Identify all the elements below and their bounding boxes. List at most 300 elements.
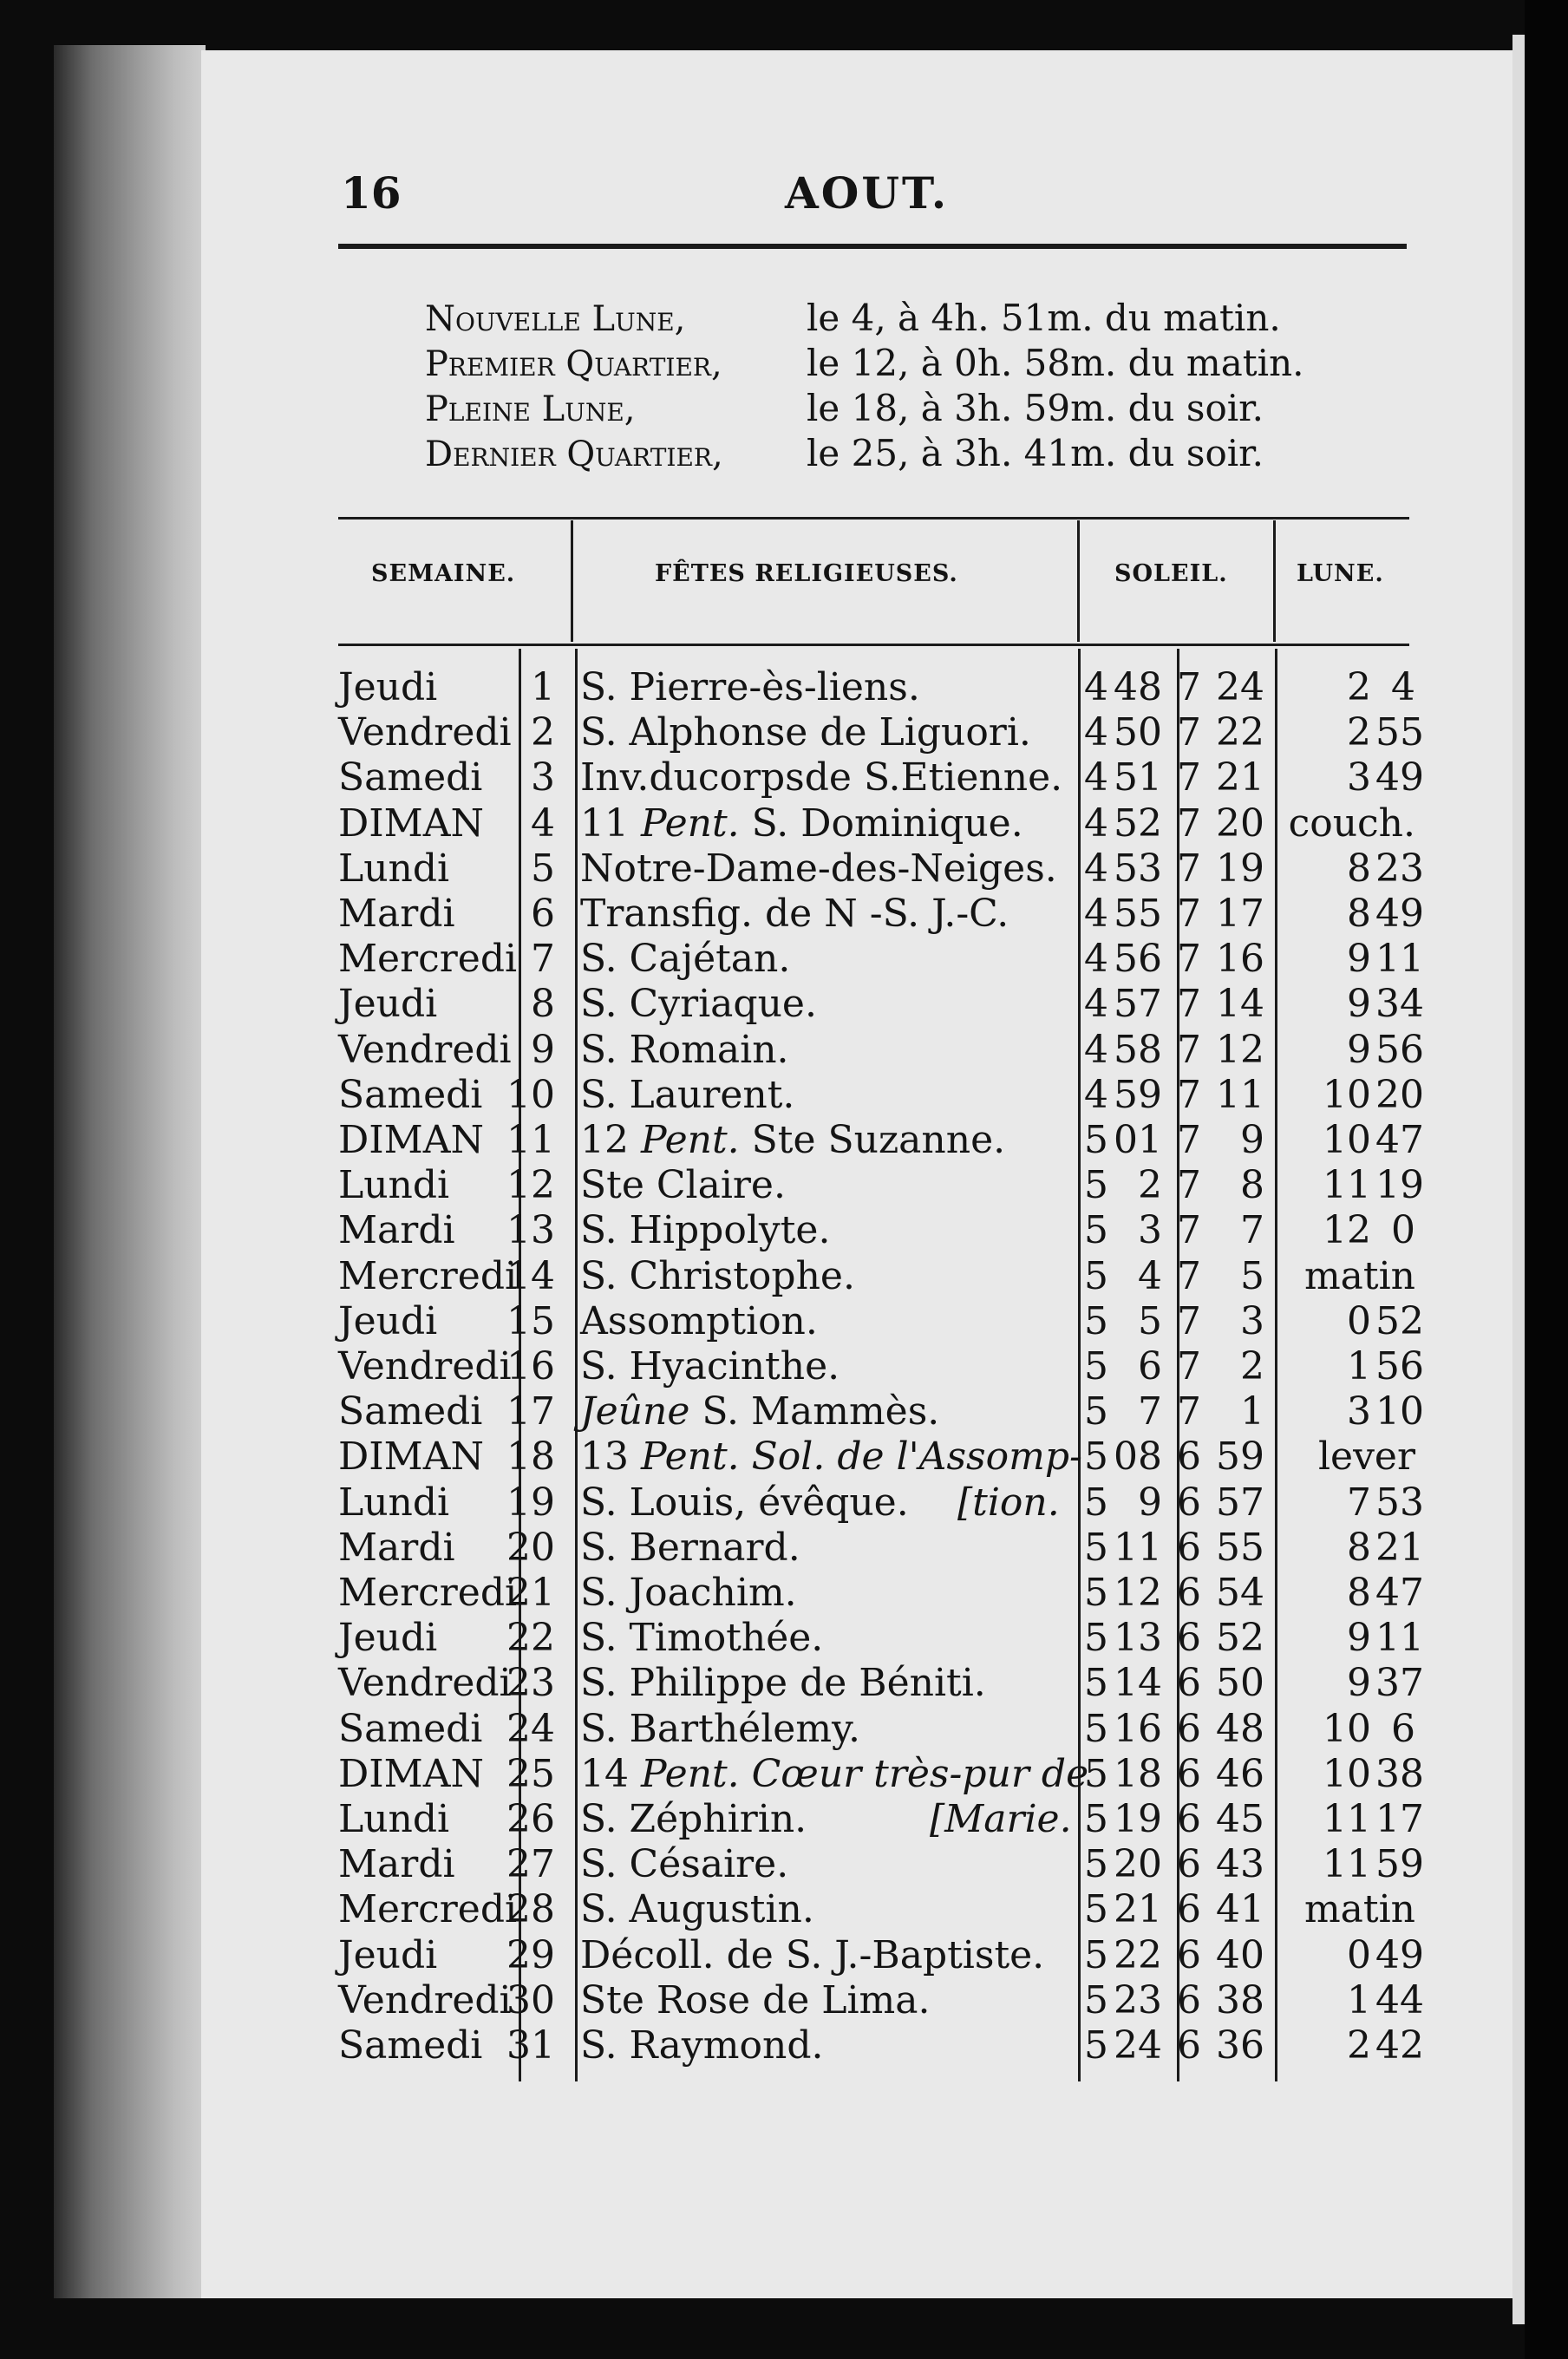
sunrise-minute: 18	[1114, 1752, 1162, 1796]
weekday: Vendredi	[338, 710, 512, 755]
sunrise-hour: 5	[1084, 2023, 1108, 2068]
sunrise-hour: 5	[1084, 1344, 1108, 1389]
moon-minute: 20	[1375, 1073, 1424, 1117]
sunrise-hour: 4	[1084, 982, 1108, 1026]
feast-continuation: [Marie.	[930, 1797, 1072, 1841]
moon-event: matin	[1303, 1254, 1415, 1298]
moon-hour: 12	[1323, 1208, 1371, 1252]
weekday: Mercredi	[338, 1571, 518, 1615]
sunrise-hour: 4	[1084, 710, 1108, 755]
sunset-hour: 6	[1177, 1571, 1201, 1615]
moon-hour: 8	[1347, 892, 1371, 936]
sunrise-hour: 5	[1084, 1707, 1108, 1751]
feast-name	[580, 1616, 823, 1661]
sunset-hour: 6	[1177, 2023, 1201, 2068]
sunset-hour: 7	[1177, 1073, 1201, 1117]
moon-minute: 38	[1375, 1752, 1424, 1796]
weekday: Vendredi	[338, 1344, 512, 1389]
sunset-hour: 6	[1177, 1661, 1201, 1705]
sunrise-minute: 6	[1138, 1344, 1162, 1389]
calendar-row	[338, 801, 1414, 846]
day-number: 11	[506, 1118, 555, 1162]
moon-phase-row	[425, 432, 1264, 474]
sunrise-hour: 5	[1084, 1163, 1108, 1207]
weekday: Jeudi	[338, 665, 438, 709]
table-header-rule	[338, 644, 1409, 646]
weekday: Jeudi	[338, 1616, 438, 1660]
sunset-hour: 7	[1177, 1118, 1201, 1162]
sunset-hour: 6	[1177, 1978, 1201, 2022]
sunrise-minute: 5	[1138, 1299, 1162, 1343]
moon-hour: 11	[1323, 1797, 1371, 1841]
sunset-minute: 57	[1216, 1480, 1264, 1525]
sunset-hour: 7	[1177, 710, 1201, 755]
feast-text: Ste Suzanne.	[739, 1118, 1006, 1162]
feast-name	[580, 1073, 794, 1118]
feast-text: Notre-Dame-des-Neiges.	[580, 846, 1057, 891]
day-number: 19	[506, 1480, 555, 1525]
page-edge	[54, 45, 206, 2298]
weekday: DIMAN	[338, 801, 484, 846]
sunrise-minute: 48	[1114, 665, 1162, 709]
moon-phase-row	[425, 387, 1264, 429]
moon-minute: 52	[1375, 1299, 1424, 1343]
sunrise-minute: 4	[1138, 1254, 1162, 1298]
sunset-hour: 6	[1177, 1434, 1201, 1479]
day-number: 17	[506, 1389, 555, 1434]
moon-minute: 49	[1375, 892, 1424, 936]
weekday: Lundi	[338, 846, 450, 891]
feast-text: S. Cyriaque.	[580, 982, 817, 1026]
feast-name	[580, 1028, 789, 1073]
feast-text: S. Timothée.	[580, 1616, 824, 1660]
moon-minute: 56	[1375, 1344, 1424, 1389]
calendar-row	[338, 1028, 1424, 1073]
feast-italic: Pent.	[640, 1118, 740, 1162]
sunset-hour: 7	[1177, 801, 1201, 846]
sunset-hour: 7	[1177, 1254, 1201, 1298]
calendar-row	[338, 1073, 1424, 1118]
sunrise-minute: 01	[1114, 1118, 1162, 1162]
sunset-hour: 7	[1177, 665, 1201, 709]
feast-name	[580, 1933, 1044, 1978]
day-number: 25	[506, 1752, 555, 1796]
moon-phase-name: Nouvelle Lune,	[425, 299, 686, 339]
sunset-minute: 21	[1216, 755, 1264, 800]
calendar-row	[338, 1797, 1424, 1842]
moon-phase-name: Pleine Lune,	[425, 389, 636, 429]
weekday: DIMAN	[338, 1434, 484, 1479]
day-number: 29	[506, 1933, 555, 1977]
sunset-minute: 59	[1216, 1434, 1264, 1479]
feast-text: S. Zéphirin.	[580, 1797, 807, 1841]
feast-name	[580, 892, 1009, 937]
feast-text: S. Augustin.	[580, 1887, 814, 1931]
sunset-minute: 50	[1216, 1661, 1264, 1705]
day-number: 26	[506, 1797, 555, 1841]
column-header-semaine: SEMAINE.	[371, 560, 516, 587]
calendar-row	[338, 1707, 1414, 1752]
calendar-row	[338, 846, 1424, 892]
feast-italic: Pent. Sol. de l'Assomp-	[640, 1434, 1082, 1479]
moon-phase-time: le 25, à 3h. 41m. du soir.	[807, 432, 1264, 474]
calendar-row	[338, 1254, 1414, 1299]
moon-hour: 2	[1347, 2023, 1371, 2068]
day-number: 10	[506, 1073, 555, 1117]
weekday: Mercredi	[338, 937, 518, 981]
sunset-minute: 17	[1216, 892, 1264, 936]
moon-hour: 9	[1347, 937, 1371, 981]
sunset-minute: 41	[1216, 1887, 1264, 1931]
weekday: Mardi	[338, 1208, 455, 1252]
sunset-minute: 22	[1216, 710, 1264, 755]
feast-text: S. Hyacinthe.	[580, 1344, 840, 1389]
moon-minute: 21	[1375, 1526, 1424, 1570]
moon-phase-row	[425, 342, 1303, 384]
sunrise-hour: 5	[1084, 1299, 1108, 1343]
day-number: 8	[531, 982, 555, 1026]
sunrise-hour: 4	[1084, 937, 1108, 981]
feast-name	[580, 1661, 986, 1706]
sunrise-minute: 12	[1114, 1571, 1162, 1615]
column-header-fetes: FÊTES RELIGIEUSES.	[655, 560, 958, 587]
day-number: 12	[506, 1163, 555, 1207]
sunrise-hour: 5	[1084, 1571, 1108, 1615]
moon-hour: 1	[1347, 1978, 1371, 2022]
calendar-row	[338, 665, 1414, 710]
weekday: Jeudi	[338, 1299, 438, 1343]
moon-minute: 10	[1375, 1389, 1424, 1434]
sunset-minute: 12	[1216, 1028, 1264, 1072]
table-top-rule	[338, 517, 1409, 520]
weekday: Samedi	[338, 2023, 483, 2068]
weekday: Lundi	[338, 1163, 450, 1207]
sunrise-hour: 5	[1084, 1842, 1108, 1886]
moon-minute: 34	[1375, 982, 1424, 1026]
feast-text: S. Pierre-ès-liens.	[580, 665, 920, 709]
feast-text: Ste Claire.	[580, 1163, 786, 1207]
pentecost-count: 11	[580, 801, 641, 846]
feast-name	[580, 1571, 797, 1616]
page-title: AOUT.	[785, 167, 950, 219]
weekday: DIMAN	[338, 1118, 484, 1162]
sunrise-hour: 5	[1084, 1254, 1108, 1298]
moon-minute: 53	[1375, 1480, 1424, 1525]
weekday: Mercredi	[338, 1254, 518, 1298]
feast-text: S. Alphonse de Liguori.	[580, 710, 1031, 755]
moon-hour: 11	[1323, 1842, 1371, 1886]
moon-hour: 8	[1347, 1526, 1371, 1570]
sunset-minute: 20	[1216, 801, 1264, 846]
sunset-minute: 19	[1216, 846, 1264, 891]
day-number: 14	[506, 1254, 555, 1298]
day-number: 7	[531, 937, 555, 981]
sunrise-minute: 7	[1138, 1389, 1162, 1434]
calendar-row	[338, 1163, 1424, 1208]
sunset-hour: 7	[1177, 1299, 1201, 1343]
feast-text: S. Laurent.	[580, 1073, 795, 1117]
sunset-hour: 6	[1177, 1887, 1201, 1931]
moon-minute: 37	[1375, 1661, 1424, 1705]
sunset-minute: 8	[1240, 1163, 1264, 1207]
sunset-hour: 7	[1177, 892, 1201, 936]
day-number: 23	[506, 1661, 555, 1705]
column-divider	[571, 520, 573, 642]
day-number: 5	[531, 846, 555, 891]
sunset-hour: 7	[1177, 982, 1201, 1026]
sunset-minute: 16	[1216, 937, 1264, 981]
header-rule	[338, 244, 1407, 249]
sunrise-hour: 5	[1084, 1118, 1108, 1162]
weekday: Mardi	[338, 1526, 455, 1570]
calendar-row	[338, 1933, 1424, 1978]
feast-text: S. Romain.	[580, 1028, 789, 1072]
feast-name	[580, 1752, 1088, 1797]
sunrise-hour: 5	[1084, 1616, 1108, 1660]
sunset-minute: 40	[1216, 1933, 1264, 1977]
feast-name	[580, 937, 790, 982]
sunset-hour: 7	[1177, 1163, 1201, 1207]
moon-phase-name: Premier Quartier,	[425, 344, 722, 384]
sunrise-hour: 5	[1084, 1797, 1108, 1841]
moon-minute: 17	[1375, 1797, 1424, 1841]
column-header-lune: LUNE.	[1297, 560, 1384, 587]
sunset-minute: 54	[1216, 1571, 1264, 1615]
sunrise-minute: 14	[1114, 1661, 1162, 1705]
sunset-minute: 55	[1216, 1526, 1264, 1570]
sunrise-hour: 5	[1084, 1480, 1108, 1525]
sunrise-hour: 5	[1084, 1933, 1108, 1977]
sunset-hour: 7	[1177, 755, 1201, 800]
pentecost-count: 14	[580, 1752, 641, 1796]
feast-text: S. Césaire.	[580, 1842, 789, 1886]
sunset-hour: 6	[1177, 1480, 1201, 1525]
calendar-row	[338, 1661, 1424, 1706]
calendar-row	[338, 982, 1424, 1027]
sunset-hour: 6	[1177, 1616, 1201, 1660]
feast-name	[580, 755, 1062, 800]
day-number: 15	[506, 1299, 555, 1343]
calendar-row	[338, 1208, 1414, 1253]
feast-italic: Jeûne	[580, 1389, 690, 1434]
scan-background	[1525, 0, 1568, 2359]
sunset-minute: 38	[1216, 1978, 1264, 2022]
moon-hour: 9	[1347, 1028, 1371, 1072]
day-number: 20	[506, 1526, 555, 1570]
calendar-row	[338, 2023, 1424, 2068]
feast-name	[580, 1344, 840, 1389]
sunrise-minute: 16	[1114, 1707, 1162, 1751]
feast-name	[580, 1299, 818, 1344]
sunrise-hour: 5	[1084, 1661, 1108, 1705]
sunrise-minute: 24	[1114, 2023, 1162, 2068]
calendar-row	[338, 1842, 1424, 1887]
facing-page-edge	[1512, 35, 1525, 2324]
moon-phase-time: le 18, à 3h. 59m. du soir.	[807, 387, 1264, 429]
sunset-hour: 7	[1177, 937, 1201, 981]
day-number: 18	[506, 1434, 555, 1479]
weekday: Mardi	[338, 1842, 455, 1886]
column-divider	[1273, 520, 1276, 642]
day-number: 24	[506, 1707, 555, 1751]
day-number: 3	[531, 755, 555, 800]
sunrise-hour: 4	[1084, 755, 1108, 800]
sunrise-minute: 21	[1114, 1887, 1162, 1931]
column-divider	[1077, 520, 1080, 642]
sunset-minute: 14	[1216, 982, 1264, 1026]
sunset-hour: 7	[1177, 846, 1201, 891]
moon-hour: 8	[1347, 846, 1371, 891]
moon-hour: 9	[1347, 1616, 1371, 1660]
calendar-row	[338, 1978, 1424, 2023]
feast-continuation: [tion.	[957, 1480, 1060, 1525]
sunrise-hour: 4	[1084, 1073, 1108, 1117]
weekday: Samedi	[338, 1707, 483, 1751]
weekday: Lundi	[338, 1480, 450, 1525]
sunset-minute: 24	[1216, 665, 1264, 709]
feast-text: S. Hippolyte.	[580, 1208, 831, 1252]
feast-text: Ste Rose de Lima.	[580, 1978, 931, 2022]
feast-name	[580, 1707, 860, 1752]
weekday: Samedi	[338, 755, 483, 800]
feast-text: S. Cajétan.	[580, 937, 791, 981]
moon-hour: 10	[1323, 1118, 1371, 1162]
sunset-minute: 1	[1240, 1389, 1264, 1434]
weekday: Mardi	[338, 892, 455, 936]
weekday: DIMAN	[338, 1752, 484, 1796]
day-number: 16	[506, 1344, 555, 1389]
moon-hour: 11	[1323, 1163, 1371, 1207]
moon-minute: 19	[1375, 1163, 1424, 1207]
sunrise-minute: 19	[1114, 1797, 1162, 1841]
sunset-minute: 11	[1216, 1073, 1264, 1117]
sunset-hour: 7	[1177, 1208, 1201, 1252]
feast-text: S. Philippe de Béniti.	[580, 1661, 986, 1705]
sunrise-hour: 5	[1084, 1752, 1108, 1796]
day-number: 28	[506, 1887, 555, 1931]
calendar-row	[338, 710, 1424, 755]
moon-minute: 0	[1391, 1208, 1415, 1252]
moon-phase-name: Dernier Quartier,	[425, 435, 723, 474]
sunrise-minute: 51	[1114, 755, 1162, 800]
sunrise-minute: 22	[1114, 1933, 1162, 1977]
feast-name	[580, 801, 1023, 846]
feast-text: Décoll. de S. J.-Baptiste.	[580, 1933, 1045, 1977]
sunset-minute: 9	[1240, 1118, 1264, 1162]
calendar-row	[338, 1752, 1424, 1797]
feast-name	[580, 710, 1031, 755]
feast-name	[580, 1389, 939, 1434]
sunset-minute: 7	[1240, 1208, 1264, 1252]
sunset-hour: 6	[1177, 1842, 1201, 1886]
moon-event: lever	[1317, 1434, 1415, 1479]
moon-hour: 8	[1347, 1571, 1371, 1615]
feast-name	[580, 665, 920, 710]
day-number: 1	[531, 665, 555, 709]
moon-hour: 2	[1347, 710, 1371, 755]
moon-hour: 10	[1323, 1073, 1371, 1117]
sunrise-minute: 11	[1114, 1526, 1162, 1570]
feast-name	[580, 1842, 788, 1887]
day-number: 6	[531, 892, 555, 936]
sunrise-hour: 4	[1084, 1028, 1108, 1072]
sunrise-minute: 58	[1114, 1028, 1162, 1072]
feast-name	[580, 1434, 1082, 1480]
moon-minute: 6	[1391, 1707, 1415, 1751]
page-number: 16	[341, 167, 402, 219]
sunrise-hour: 5	[1084, 1526, 1108, 1570]
calendar-row	[338, 1344, 1424, 1389]
feast-name	[580, 2023, 823, 2068]
calendar-row	[338, 1299, 1424, 1344]
moon-minute: 56	[1375, 1028, 1424, 1072]
feast-name	[580, 1254, 855, 1299]
feast-italic: Pent. Cœur très-pur de	[640, 1752, 1089, 1796]
calendar-row	[338, 1118, 1424, 1163]
moon-minute: 42	[1375, 2023, 1424, 2068]
day-number: 30	[506, 1978, 555, 2022]
moon-hour: 7	[1347, 1480, 1371, 1525]
moon-minute: 23	[1375, 846, 1424, 891]
sunrise-minute: 9	[1138, 1480, 1162, 1525]
moon-hour: 9	[1347, 1661, 1371, 1705]
weekday: Samedi	[338, 1389, 483, 1434]
moon-event: couch.	[1288, 801, 1415, 846]
day-number: 22	[506, 1616, 555, 1660]
sunrise-hour: 5	[1084, 1389, 1108, 1434]
weekday: Vendredi	[338, 1978, 512, 2022]
feast-text: Transfig. de N -S. J.-C.	[580, 892, 1009, 936]
calendar-row	[338, 1571, 1424, 1616]
moon-minute: 11	[1375, 937, 1424, 981]
day-number: 21	[506, 1571, 555, 1615]
moon-minute: 49	[1375, 755, 1424, 800]
sunset-minute: 43	[1216, 1842, 1264, 1886]
sunset-minute: 2	[1240, 1344, 1264, 1389]
sunrise-minute: 53	[1114, 846, 1162, 891]
moon-hour: 1	[1347, 1344, 1371, 1389]
moon-phase-time: le 4, à 4h. 51m. du matin.	[807, 297, 1281, 339]
weekday: Jeudi	[338, 1933, 438, 1977]
calendar-row	[338, 755, 1424, 800]
calendar-row	[338, 1480, 1424, 1526]
moon-minute: 47	[1375, 1571, 1424, 1615]
sunrise-hour: 5	[1084, 1887, 1108, 1931]
sunrise-minute: 20	[1114, 1842, 1162, 1886]
day-number: 13	[506, 1208, 555, 1252]
moon-minute: 11	[1375, 1616, 1424, 1660]
feast-text: S. Barthélemy.	[580, 1707, 861, 1751]
sunrise-minute: 55	[1114, 892, 1162, 936]
moon-hour: 0	[1347, 1299, 1371, 1343]
day-number: 27	[506, 1842, 555, 1886]
weekday: Samedi	[338, 1073, 483, 1117]
day-number: 4	[531, 801, 555, 846]
feast-name	[580, 982, 817, 1027]
calendar-row	[338, 937, 1424, 982]
moon-hour: 3	[1347, 1389, 1371, 1434]
sunset-minute: 3	[1240, 1299, 1264, 1343]
calendar-row	[338, 1526, 1424, 1571]
sunset-minute: 46	[1216, 1752, 1264, 1796]
feast-text: S. Dominique.	[739, 801, 1023, 846]
sunset-hour: 6	[1177, 1797, 1201, 1841]
sunrise-minute: 08	[1114, 1434, 1162, 1479]
sunrise-minute: 59	[1114, 1073, 1162, 1117]
day-number: 9	[531, 1028, 555, 1072]
sunset-hour: 7	[1177, 1389, 1201, 1434]
feast-name	[580, 1163, 786, 1208]
